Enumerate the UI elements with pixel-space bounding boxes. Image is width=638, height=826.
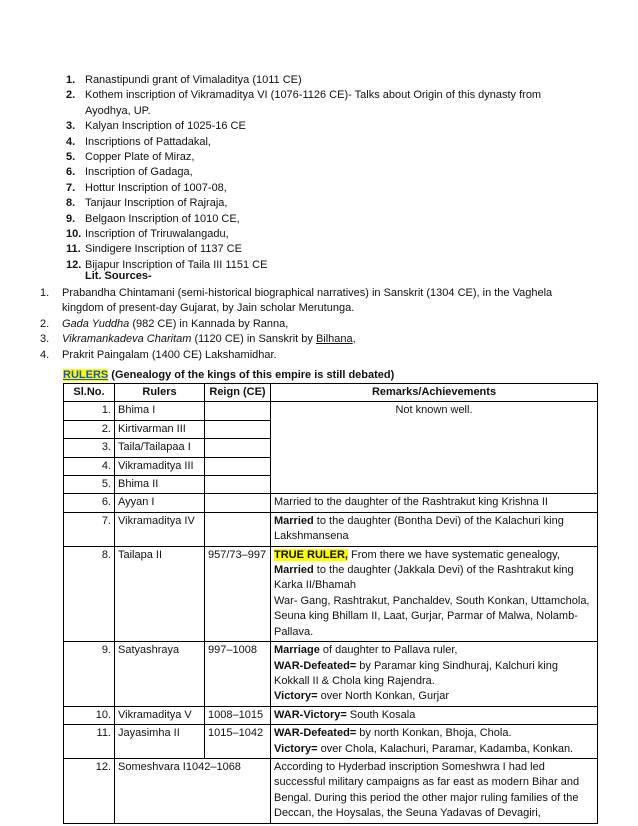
- list-number: 8.: [66, 197, 76, 210]
- list-text: Kalyan Inscription of 1025-16 CE: [85, 120, 246, 133]
- cell-remarks: [271, 706, 598, 724]
- list-item: [66, 227, 586, 242]
- list-number: 4.: [40, 348, 50, 361]
- cell-ruler: Someshvara I1042–1068: [115, 758, 271, 823]
- bold-run: Married: [274, 514, 314, 527]
- cell-reign: [205, 420, 271, 438]
- table-row: [64, 706, 598, 724]
- cell-slno: 3.: [64, 439, 115, 457]
- cell-ruler: Tailapa II: [115, 546, 205, 641]
- list-item: [66, 88, 586, 119]
- cell-remarks: [271, 546, 598, 641]
- cell-slno: 12.: [64, 758, 115, 823]
- list-text: [62, 332, 580, 347]
- cell-remarks: [271, 642, 598, 707]
- cell-ruler: Vikramaditya III: [115, 457, 205, 475]
- list-text: Inscriptions of Pattadakal,: [85, 135, 211, 148]
- list-item: [40, 286, 580, 317]
- list-number: 3.: [66, 120, 76, 133]
- text-run: South Kosala: [346, 708, 416, 721]
- bold-run: Married: [274, 564, 314, 577]
- cell-slno: 11.: [64, 725, 115, 759]
- list-text: Copper Plate of Miraz,: [85, 151, 195, 164]
- remark-line: [274, 563, 594, 594]
- cell-slno: 1.: [64, 402, 115, 420]
- text-run: to the daughter (Jakkala Devi) of the Rashtrakut king Karka II/Bhamah: [274, 564, 574, 592]
- text-run: From there we have systematic genealogy,: [347, 548, 560, 561]
- list-number: 6.: [66, 166, 76, 179]
- text-run: to the daughter (Bontha Devi) of the Kalachuri king Lakshmansena: [274, 514, 564, 543]
- rulers-table: [63, 383, 598, 824]
- table-header-row: [64, 384, 598, 402]
- list-text: Tanjaur Inscription of Rajraja,: [85, 197, 228, 210]
- lit-sources-list: [40, 286, 580, 363]
- list-text: Bijapur Inscription of Taila III 1151 CE: [85, 258, 268, 271]
- table-row: [64, 512, 598, 546]
- list-number: 9.: [66, 212, 76, 225]
- cell-ruler: Bhima II: [115, 476, 205, 494]
- text-run: (982 CE) in Kannada by Ranna,: [129, 317, 289, 330]
- table-row: [64, 402, 598, 420]
- list-number: 12.: [66, 258, 82, 271]
- list-text: Hottur Inscription of 1007-08,: [85, 181, 227, 194]
- cell-reign: [205, 476, 271, 494]
- list-item: [40, 332, 580, 347]
- cell-remarks: Not known well.: [271, 402, 598, 494]
- cell-slno: 8.: [64, 546, 115, 641]
- lit-sources-heading: Lit. Sources-: [85, 270, 152, 282]
- header-slno: Sl.No.: [64, 384, 115, 402]
- cell-slno: 5.: [64, 476, 115, 494]
- remark-line: [274, 659, 594, 690]
- text-run: (Genealogy of the kings of this empire is still debated): [108, 369, 395, 381]
- list-number: 4.: [66, 135, 76, 148]
- list-text: Inscription of Triruwalangadu,: [85, 228, 229, 241]
- remark-line: War- Gang, Rashtrakut, Panchaldev, South Konkan, Uttamchola, Seuna king Bhillam II, Laat, Gurjar, Parmar of Malwa, Nolamb-Pallava.: [274, 594, 590, 638]
- list-number: 5.: [66, 151, 76, 164]
- list-item: [40, 317, 580, 332]
- list-item: [66, 150, 586, 165]
- cell-ruler: Vikramaditya IV: [115, 512, 205, 546]
- cell-slno: 7.: [64, 512, 115, 546]
- text-run: ,: [352, 333, 356, 346]
- inscriptions-list: [66, 73, 586, 273]
- list-number: 1.: [40, 287, 50, 299]
- cell-reign: [205, 457, 271, 475]
- list-text: Prakrit Paingalam (1400 CE) Lakshamidhar.: [62, 348, 277, 361]
- remark-line: [274, 726, 594, 741]
- rulers-link[interactable]: RULERS: [63, 369, 109, 381]
- text-run: of daughter to Pallava ruler,: [319, 644, 458, 657]
- cell-slno: 6.: [64, 494, 115, 512]
- cell-reign: 957/73–997: [205, 546, 271, 641]
- table-row: [64, 758, 598, 823]
- cell-reign: 1008–1015: [205, 706, 271, 724]
- cell-reign: [205, 439, 271, 457]
- text-run: by north Konkan, Bhoja, Chola.: [356, 727, 512, 740]
- header-rulers: Rulers: [115, 384, 205, 402]
- cell-ruler: Taila/Tailapaa I: [115, 439, 205, 457]
- cell-slno: 4.: [64, 457, 115, 475]
- book-title: Vikramankadeva Charitam: [62, 333, 192, 346]
- list-item: [40, 348, 580, 363]
- cell-ruler: Bhima I: [115, 402, 205, 420]
- bold-run: Marriage: [274, 644, 320, 657]
- list-number: 1.: [66, 74, 76, 86]
- list-item: [66, 73, 586, 88]
- list-number: 11.: [66, 243, 81, 256]
- remark-line: [274, 548, 594, 563]
- cell-remarks: Married to the daughter of the Rashtrakut king Krishna II: [271, 494, 598, 512]
- cell-slno: 2.: [64, 420, 115, 438]
- list-number: 3.: [40, 333, 50, 346]
- cell-reign: [205, 494, 271, 512]
- cell-slno: 10.: [64, 706, 115, 724]
- list-text: [62, 317, 580, 332]
- bold-run: Victory=: [274, 690, 318, 703]
- remark-line: [274, 689, 594, 704]
- remark-line: [274, 742, 594, 757]
- list-item: [66, 181, 586, 196]
- remark-line: [274, 643, 594, 658]
- list-item: [66, 212, 586, 227]
- rulers-heading: [63, 369, 394, 381]
- cell-ruler: Ayyan I: [115, 494, 205, 512]
- cell-reign: [205, 512, 271, 546]
- cell-remarks: According to Hyderbad inscription Someshwra I had led successful military campaigns as far east as modern Bihar and Bengal. During this period the other major ruling families of the Deccan, the Hoysalas, the Seuna Yadavas of Devagiri,: [271, 758, 598, 823]
- header-reign: Reign (CE): [205, 384, 271, 402]
- list-number: 7.: [66, 181, 76, 194]
- table-row: [64, 642, 598, 707]
- text-run: over Chola, Kalachuri, Paramar, Kadamba, Konkan.: [317, 742, 574, 755]
- true-ruler-highlight: TRUE RULER,: [274, 548, 348, 561]
- list-item: [66, 196, 586, 211]
- list-text: Inscription of Gadaga,: [85, 166, 193, 179]
- cell-reign: [205, 402, 271, 420]
- cell-ruler: Vikramaditya V: [115, 706, 205, 724]
- table-row: [64, 494, 598, 512]
- cell-remarks: [271, 725, 598, 759]
- cell-slno: 9.: [64, 642, 115, 707]
- list-text: Sindigere Inscription of 1137 CE: [85, 243, 242, 256]
- text-run: over North Konkan, Gurjar: [317, 690, 449, 703]
- cell-ruler: Kirtivarman III: [115, 420, 205, 438]
- book-title: Gada Yuddha: [62, 317, 130, 330]
- list-number: 2.: [40, 317, 50, 330]
- text-run: by Paramar king Sindhuraj, Kalchuri king Kokkall II & Chola king Rajendra.: [274, 659, 558, 687]
- cell-ruler: Jayasimha II: [115, 725, 205, 759]
- cell-reign: 997–1008: [205, 642, 271, 707]
- list-number: 2.: [66, 89, 76, 102]
- list-item: [66, 165, 586, 180]
- bold-run: WAR-Defeated=: [274, 659, 357, 672]
- cell-reign: 1015–1042: [205, 725, 271, 759]
- list-number: 10.: [66, 228, 82, 241]
- text-run: (1120 CE) in Sanskrit by: [191, 333, 316, 346]
- table-row: [64, 725, 598, 759]
- list-item: [66, 119, 586, 134]
- list-text: Belgaon Inscription of 1010 CE,: [85, 212, 240, 225]
- list-text: Kothem inscription of Vikramaditya VI (1076-1126 CE)- Talks about Origin of this dynasty from Ayodhya, UP.: [85, 89, 542, 117]
- header-remarks: Remarks/Achievements: [271, 384, 598, 402]
- table-row: [64, 546, 598, 641]
- list-item: [66, 135, 586, 150]
- list-text: Prabandha Chintamani (semi-historical biographical narratives) in Sanskrit (1304 CE), in the Vaghela kingdom of present-day Gujarat, by Jain scholar Merutunga.: [62, 287, 553, 315]
- cell-ruler: Satyashraya: [115, 642, 205, 707]
- list-text: Ranastipundi grant of Vimaladitya (1011 CE): [85, 74, 302, 86]
- author-link[interactable]: Bilhana: [315, 333, 353, 346]
- cell-remarks: [271, 512, 598, 546]
- bold-run: WAR-Defeated=: [274, 727, 357, 740]
- bold-run: WAR-Victory=: [274, 708, 347, 721]
- bold-run: Victory=: [274, 742, 318, 755]
- list-item: [66, 242, 586, 257]
